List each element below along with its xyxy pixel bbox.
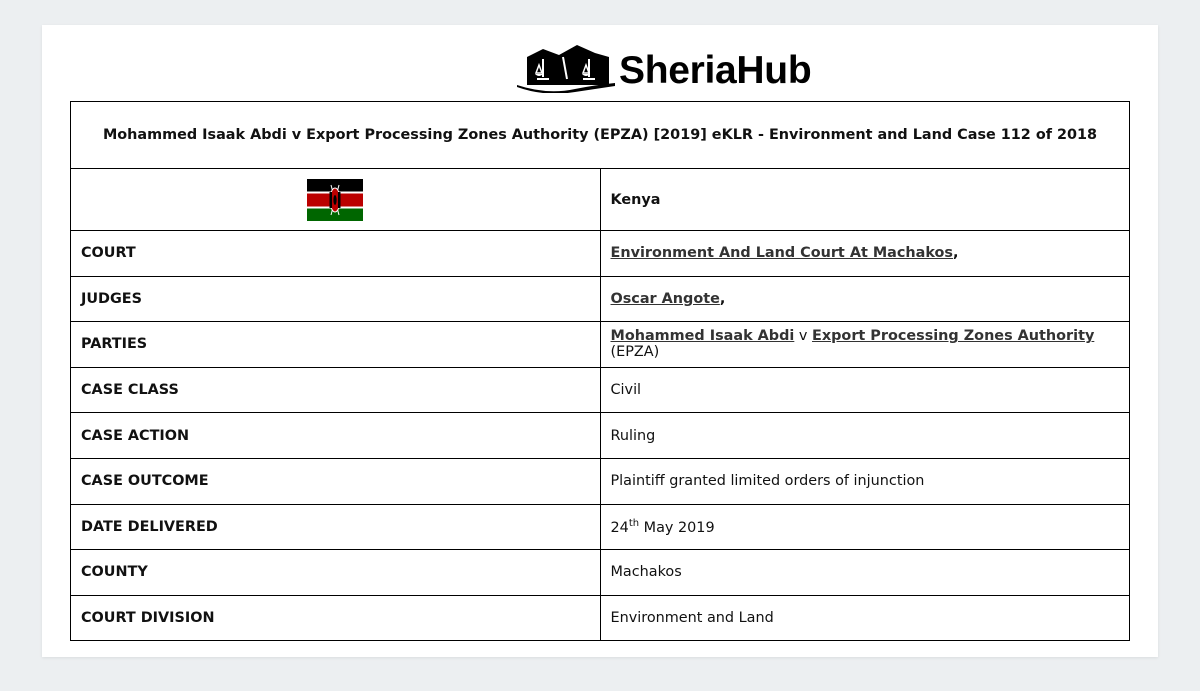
date-ordinal: th [628, 517, 640, 529]
court-division-value: Environment and Land [600, 595, 1130, 641]
date-delivered-label: DATE DELIVERED [71, 504, 601, 550]
county-value: Machakos [600, 550, 1130, 596]
parties-label: PARTIES [71, 322, 601, 368]
date-day: 24 [610, 519, 629, 536]
party2-link[interactable]: Export Processing Zones Authority [812, 328, 1095, 345]
case-details-table [70, 101, 1130, 641]
logo-text: SheriaHub [619, 48, 812, 92]
case-class-value: Civil [600, 367, 1130, 413]
county-row [71, 550, 1130, 596]
judge-link[interactable]: Oscar Angote [610, 290, 720, 307]
case-action-label: CASE ACTION [71, 413, 601, 459]
title-row [71, 102, 1130, 169]
flag-cell [71, 169, 601, 231]
date-delivered-row [71, 504, 1130, 550]
judges-suffix: , [719, 290, 726, 307]
kenya-flag-icon [307, 179, 363, 221]
parties-value [600, 322, 1130, 368]
court-link[interactable]: Environment And Land Court At Machakos [610, 245, 953, 262]
judges-row [71, 276, 1130, 322]
case-card [42, 25, 1158, 657]
parties-sep: v [798, 328, 808, 345]
case-action-value: Ruling [600, 413, 1130, 459]
judges-value [600, 276, 1130, 322]
date-delivered-value [600, 504, 1130, 550]
parties-suffix: (EPZA) [610, 344, 660, 361]
court-division-label: COURT DIVISION [71, 595, 601, 641]
case-outcome-value: Plaintiff granted limited orders of injunction [600, 458, 1130, 504]
court-suffix: , [953, 245, 959, 262]
parties-row [71, 322, 1130, 368]
country-row [71, 169, 1130, 231]
county-label: COUNTY [71, 550, 601, 596]
court-value [600, 231, 1130, 277]
scales-ship-icon [517, 43, 615, 93]
case-title: Mohammed Isaak Abdi v Export Processing Zones Authority (EPZA) [2019] eKLR - Environment and Land Case 112 of 2018 [71, 102, 1130, 169]
case-class-label: CASE CLASS [71, 367, 601, 413]
case-class-row [71, 367, 1130, 413]
party1-link[interactable]: Mohammed Isaak Abdi [610, 328, 795, 345]
case-outcome-row [71, 458, 1130, 504]
judges-label: JUDGES [71, 276, 601, 322]
date-rest: May 2019 [643, 519, 715, 536]
court-division-row [71, 595, 1130, 641]
court-label: COURT [71, 231, 601, 277]
court-row [71, 231, 1130, 277]
country-name: Kenya [600, 169, 1130, 231]
case-outcome-label: CASE OUTCOME [71, 458, 601, 504]
case-action-row [71, 413, 1130, 459]
sheriahub-logo[interactable] [517, 43, 811, 93]
